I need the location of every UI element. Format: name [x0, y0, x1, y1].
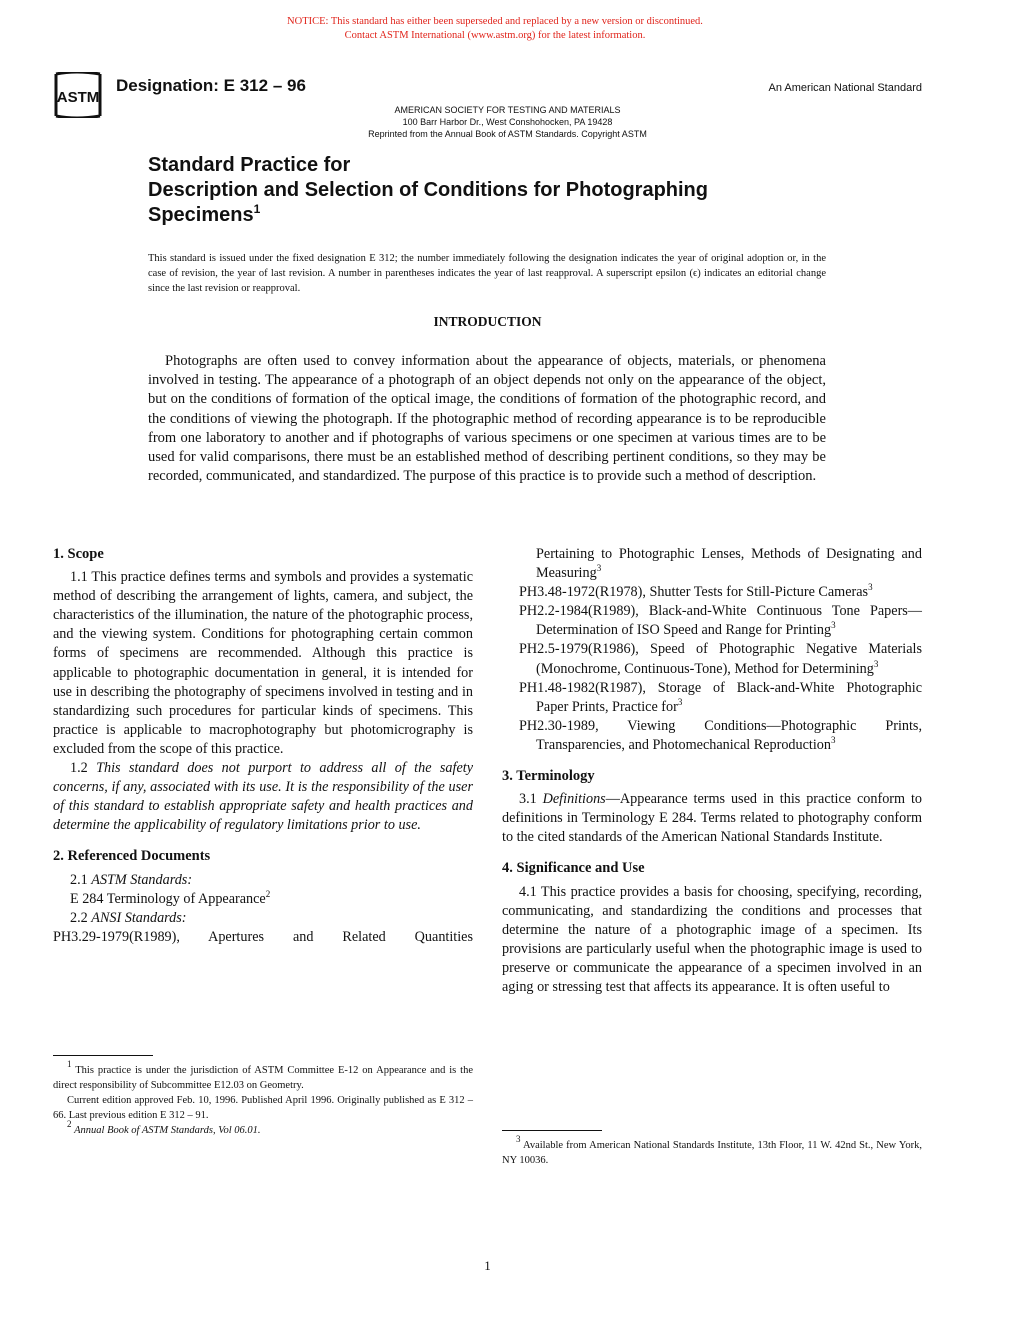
right-column: [502, 545, 922, 997]
ref-e284: [53, 890, 473, 909]
footnote-3-mark: 3: [516, 1134, 521, 1144]
ref-item-3: [519, 679, 922, 717]
ref-ph329-start: PH3.29-1979(R1989), Apertures and Related Quantities: [53, 928, 473, 945]
ref-e284-text: E 284 Terminology of Appearance: [70, 890, 266, 907]
terminology-term: Definitions: [542, 791, 606, 808]
significance-paragraph-1: 4.1 This practice provides a basis for choosing, specifying, recording, communicating, and standardizing the conditions and processes that determine the nature of a photographic image of a specimen. Its provisions are particularly useful when the photographic image is used to preserve or communicate the appearance of a specimen involved in an aging or stressing test that affects its appearance. It is often useful to: [502, 883, 922, 995]
designation: Designation: E 312 – 96: [116, 76, 306, 95]
scope-paragraph-1: 1.1 This practice defines terms and symbols and provides a systematic method of describing the arrangement of lights, camera, and subject, the characteristics of the illumination, the nature of the photographic process, and the viewing system. Conditions for photographing certain common forms of specimens are recommended. Although this practice is applicable to photographic documentation in general, it is intended for use in describing the photography of specimens involved in testing and in standardizing such procedures for particular kinds of specimens. This practice is applicable to macrophotography but photomicrography is excluded from the scope of this practice.: [53, 569, 473, 757]
ref-item-fn: 3: [873, 658, 879, 669]
page-number: 1: [484, 1258, 491, 1273]
footnote-1-text: This practice is under the jurisdiction of ASTM Committee E-12 on Appearance and is the direct responsibility of Subcommittee E12.03 on Geometry.: [53, 1065, 473, 1091]
introduction-body: Photographs are often used to convey information about the appearance of objects, materials, or phenomena involved in testing. The appearance of a photograph of an object depends not only on the appearance of the object, but on the conditions of formation of the optical image, the conditions of formation of the photographic record, and the conditions of viewing the photograph. If the photographic method of recording appearance is to be reproducible from one laboratory to another and if photographs of various specimens or one specimen at various times are to be used for valid comparisons, there must be an established method of describing pertinent conditions, so they may be recorded, communicated, and standardized. The purpose of this practice is to provide such a method of description.: [148, 353, 826, 485]
footnote-1b: Current edition approved Feb. 10, 1996. Published April 1996. Originally published as E 312 – 66. Last previous edition E 312 – 91.: [53, 1095, 473, 1121]
ref-item-1: [519, 602, 922, 640]
footnote-1: [53, 1059, 473, 1093]
notice-line-1: NOTICE: This standard has either been superseded and replaced by a new version or discontinued.: [287, 16, 703, 27]
notice-line-2: Contact ASTM International (www.astm.org) for the latest information.: [344, 30, 646, 41]
ref-item-fn: 3: [868, 582, 873, 593]
significance-heading: 4. Significance and Use: [502, 860, 645, 877]
ref-item-0: [519, 583, 922, 602]
footnotes-left: [53, 1059, 473, 1138]
ref-item-text: PH2.30-1989, Viewing Conditions—Photographic Prints, Transparencies, and Photomechanical Reproduction: [519, 717, 922, 753]
society-address: 100 Barr Harbor Dr., West Conshohocken, PA 19428: [402, 117, 613, 127]
footnote-2-mark: 2: [67, 1119, 72, 1129]
logo-text: ASTM: [56, 89, 100, 106]
scope-p2-text: This standard does not purport to address all of the safety concerns, if any, associated with its use. It is the responsibility of the user of this standard to establish appropriate safety and health practices and determine the applicability of regulatory limitations prior to use.: [53, 760, 473, 834]
ref-item-text: PH2.5-1979(R1986), Speed of Photographic Negative Materials (Monochrome, Continuous-Tone), Method for Determining: [519, 641, 922, 677]
footnote-2-text: Annual Book of ASTM Standards, Vol 06.01.: [74, 1125, 261, 1136]
footnote-2: [53, 1119, 473, 1138]
footnote-1-mark: 1: [67, 1059, 72, 1069]
scope-heading: 1. Scope: [53, 546, 104, 562]
terminology-paragraph: [502, 790, 922, 847]
astm-num: 2.1: [70, 871, 88, 888]
astm-standards-label: [53, 871, 473, 890]
society-name: AMERICAN SOCIETY FOR TESTING AND MATERIALS: [394, 105, 621, 115]
ref-ph329-fn: 3: [596, 563, 602, 574]
footnotes-right: [502, 1134, 922, 1168]
title-footnote-ref: 1: [253, 202, 261, 216]
ref-item-fn: 3: [830, 734, 836, 745]
ref-item-text: PH1.48-1982(R1987), Storage of Black-and-White Photographic Paper Prints, Practice for: [519, 679, 922, 715]
ref-item-4: [519, 717, 922, 755]
ref-item-fn: 3: [677, 696, 683, 707]
ref-item-2: [519, 640, 922, 678]
ansi-num: 2.2: [70, 909, 88, 926]
ref-e284-fn: 2: [265, 888, 271, 899]
american-national-standard: An American National Standard: [768, 82, 922, 94]
scope-p2-num: 1.2: [70, 760, 88, 777]
ansi-label: ANSI Standards:: [91, 909, 187, 926]
ref-ph329-cont: [502, 545, 922, 583]
issued-statement: This standard is issued under the fixed designation E 312; the number immediately following the designation indicates the year of original adoption or, in the case of revision, the year of last revision. A number in parentheses indicates the year of last reapproval. A superscript epsilon (ϵ) indicates an editorial change since the last revision or reapproval.: [148, 253, 826, 294]
footnote-3-text: Available from American National Standards Institute, 13th Floor, 11 W. 42nd St., New York, NY 10036.: [502, 1140, 922, 1166]
left-column: [53, 545, 473, 947]
ref-item-fn: 3: [831, 620, 836, 631]
title-line-2: Description and Selection of Conditions for Photographing: [148, 179, 708, 201]
title-line-3: [148, 203, 260, 227]
footnote-rule-right: [502, 1130, 602, 1131]
referenced-heading: 2. Referenced Documents: [53, 848, 211, 865]
reprinted-notice: Reprinted from the Annual Book of ASTM Standards. Copyright ASTM: [368, 129, 647, 139]
ref-item-text: PH3.48-1972(R1978), Shutter Tests for Still-Picture Cameras: [519, 584, 869, 601]
terminology-heading: 3. Terminology: [502, 768, 595, 785]
ansi-standards-label: [53, 909, 473, 928]
introduction-heading: INTRODUCTION: [433, 314, 542, 329]
astm-label: ASTM Standards:: [91, 871, 193, 888]
title-specimens: Specimens: [148, 204, 254, 226]
title-line-1: Standard Practice for: [148, 154, 351, 176]
ref-item-text: PH2.2-1984(R1989), Black-and-White Continuous Tone Papers—Determination of ISO Speed and Range for Printing: [519, 603, 922, 639]
terminology-text: —Appearance terms used in this practice conform to definitions in Terminology E 284. Terms related to photography conform to the cited standards of the American National Standards Institute.: [502, 791, 922, 846]
footnote-3: [502, 1134, 922, 1168]
ref-ph329-cont-text: Pertaining to Photographic Lenses, Methods of Designating and Measuring: [536, 546, 922, 582]
scope-paragraph-2: [53, 759, 473, 835]
terminology-num: 3.1: [519, 791, 537, 808]
footnote-rule-left: [53, 1055, 153, 1056]
